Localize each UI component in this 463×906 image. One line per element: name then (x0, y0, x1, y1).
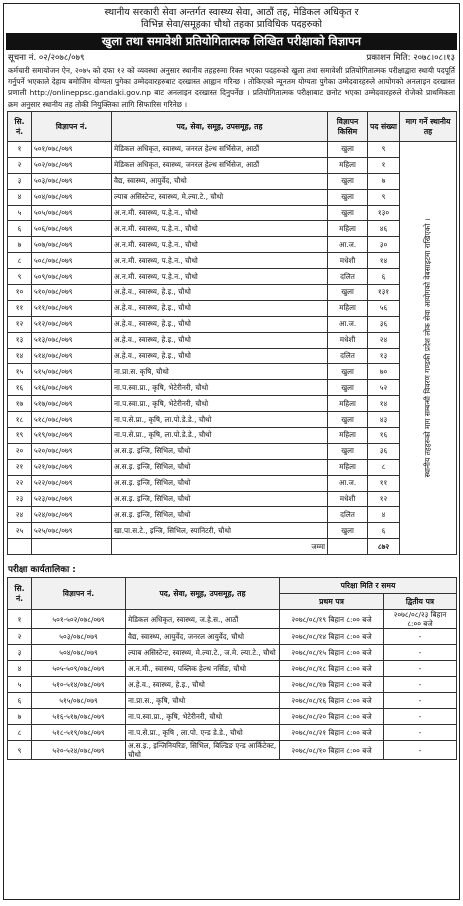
schedule-row (8, 610, 457, 629)
cell-post: ना.प.स्वा.प्रा., कृषि, भेटेरीनरी, चौथो (112, 396, 328, 412)
cell-sn: १ (8, 142, 32, 158)
cell-count: ५६ (368, 300, 400, 316)
cell-sn: १९ (8, 428, 32, 444)
schedule-row (8, 645, 457, 661)
cell-count: ४ (368, 507, 400, 523)
sch-cell-second: - (384, 709, 457, 725)
cell-sn: २२ (8, 475, 32, 491)
cell-type: महिला (328, 459, 368, 475)
cell-sn: ७ (8, 237, 32, 253)
cell-ad-no: ५०९/०७८/०७९ (32, 269, 112, 285)
sch-cell-sn: ६ (8, 693, 32, 709)
schedule-table (7, 577, 457, 760)
sch-cell-post: मेडिकल अधिकृत, स्वास्थ्य, ज.हे.स., आठौं (126, 610, 280, 629)
cell-sn: ८ (8, 253, 32, 269)
cell-ad-no: ५२४/०७८/०७९ (32, 507, 112, 523)
cell-count: ३६ (368, 443, 400, 459)
cell-post: ना.प.स्वा.प्रा., कृषि, भेटेरीनरी, चौथो (112, 380, 328, 396)
cell-ad-no: ५१९/०७८/०७९ (32, 428, 112, 444)
cell-type: खुला (328, 142, 368, 158)
sch-cell-post: ना.प्रा.स., कृषि, चौथो (126, 693, 280, 709)
cell-post: अ.न.मी. स्वास्थ्य, प.हे.न., चौथो (112, 253, 328, 269)
cell-ad-no: ५२०/०७८/०७९ (32, 443, 112, 459)
sch-cell-first: २०७८/०८/१९ बिहान ८:०० बजे (280, 610, 384, 629)
cell-type: महिला (328, 221, 368, 237)
cell-count: १६ (368, 428, 400, 444)
header-line-1: स्थानीय सरकारी सेवा अन्तर्गत स्वास्थ्य सेवा, आठौं तह, मेडिकल अधिकृत र (104, 7, 359, 18)
sch-cell-ad-no: ५०१-५०२/०७८/०७९ (32, 610, 126, 629)
table-row (8, 380, 457, 396)
cell-post: अ.न.मी. स्वास्थ्य, प.हे.न., चौथो (112, 221, 328, 237)
sch-col-sn: सि. नं. (8, 578, 32, 610)
sch-cell-first: २०७८/०८/२१ बिहान ८:०० बजे (280, 725, 384, 741)
cell-count: ६ (368, 269, 400, 285)
sch-col-post: पद, सेवा, समूह, उपसमूह, तह (126, 578, 280, 610)
sch-col-second-paper: द्वितीय पत्र (384, 594, 457, 610)
sch-cell-sn: १ (8, 610, 32, 629)
vertical-note-text: स्थानीय तहहरुको माग सम्बन्धी विवरण गण्डकी प्रदेश लोक सेवा आयोगको वेबसाइटमा राखिएको । (423, 218, 432, 478)
col-type: विज्ञापन किसिम (328, 112, 368, 142)
cell-count: १३ (368, 348, 400, 364)
cell-type: खुला (328, 189, 368, 205)
sch-cell-first: २०७८/०८/१६ बिहान ८:०० बजे (280, 693, 384, 709)
sch-cell-first: २०७८/०८/१४ बिहान ८:०० बजे (280, 629, 384, 645)
cell-count: ४३ (368, 412, 400, 428)
header-line-2: विभिन्न सेवा/समूहका चौथो तहका प्राविधिक पदहरुको (140, 19, 323, 30)
sch-cell-second: - (384, 677, 457, 693)
schedule-row (8, 709, 457, 725)
sch-cell-ad-no: ५१८-५१९/०७८/०७९ (32, 725, 126, 741)
intro-paragraph: कर्मचारी समायोजन ऐन, २०७५ को दफा १२ को व्यवस्था अनुसार स्थानीय तहहरुमा रिक्त भएका पदहरुको खुला तथा समावेशी प्रतियोगितात्मक परीक्षाद्वारा स्थायी पदपूर्ति गर्नुपर्ने भएकाले देहाय बमोजिम योग्यता पुगेका उम्मेदवारहरुबाट दरखास्त आह्वान गरिन्छ । तोकिएको न्यूनतम योग्यता पुगेका उम्मेदवारहरुले आयोगको अनलाइन दरखास्त प्रणाली http://onlineppsc.gandaki.gov.np बाट अनलाइन दरखास्त दिनुपर्नेछ । प्रतियोगितात्मक परीक्षाबाट छनोट भएका उम्मेदवारहरुले रोजेको प्राथमिकता क्रम अनुसार स्थानीय तह तोकी नियुक्तिका लागि सिफारिस गरिनेछ । (8, 66, 455, 109)
cell-count: १३० (368, 205, 400, 221)
cell-post: अ.न.मी. स्वास्थ्य, प.हे.न., चौथो (112, 269, 328, 285)
cell-post: अ.हे.व., स्वास्थ्य, हे.इ., चौथो (112, 300, 328, 316)
cell-type: दलित (328, 269, 368, 285)
cell-type: आ.ज. (328, 475, 368, 491)
sch-cell-ad-no: ५२०-५२४/०७८/०७९ (32, 741, 126, 760)
table-row (8, 173, 457, 189)
cell-post: अ.स.इ. इन्जि, सिभिल, चौथो (112, 475, 328, 491)
sch-cell-post: वैद्य, स्वास्थ्य, आयुर्वेद, जनरल आयुर्वेद, चौथो (126, 629, 280, 645)
table-row (8, 157, 457, 173)
schedule-row (8, 629, 457, 645)
sch-cell-post: ना.प.से.प्रा., कृषि , ला.पो. एन्ड डे.डे., चौथो (126, 725, 280, 741)
table-row (8, 459, 457, 475)
col-post: पद, सेवा, समूह, उपसमूह, तह (112, 112, 328, 142)
sch-cell-first: २०७८/०८/१७ बिहान ८:०० बजे (280, 677, 384, 693)
cell-post: अ.न.मी. स्वास्थ्य, प.हे.न., चौथो (112, 237, 328, 253)
published-date: प्रकाशन मिति: २०७८।०८।१३ (366, 53, 455, 63)
sch-cell-second: २०७८/०८/२३ बिहान ८:०० बजे (384, 610, 457, 629)
local-level-note (400, 142, 457, 555)
table-row (8, 285, 457, 301)
schedule-row (8, 741, 457, 760)
sch-col-ad-no: विज्ञापन नं. (32, 578, 126, 610)
cell-post: अ.हे.व., स्वास्थ्य, हे.इ., चौथो (112, 285, 328, 301)
table-row (8, 189, 457, 205)
sch-cell-post: ना.प.स्वा.प्रा., कृषि, भेटेरीनरी, चौथो (126, 709, 280, 725)
col-local-level: माग गर्ने स्थानीय तह (400, 112, 457, 142)
cell-count: ८ (368, 459, 400, 475)
sch-cell-first: २०७८/०८/१८ बिहान ८:०० बजे (280, 661, 384, 677)
sch-col-date-time: परिक्षा मिति र समय (280, 578, 457, 594)
cell-sn: १८ (8, 412, 32, 428)
table-row (8, 300, 457, 316)
cell-type: मधेशी (328, 491, 368, 507)
sch-cell-second: - (384, 741, 457, 760)
cell-post: मेडिकल अधिकृत, स्वास्थ्य, जनरल हेल्थ सर्भिसेज, आठौं (112, 142, 328, 158)
table-row (8, 142, 457, 158)
table-row (8, 221, 457, 237)
cell-ad-no: ५१७/०७८/०७९ (32, 396, 112, 412)
header (4, 4, 459, 31)
cell-sn: २४ (8, 507, 32, 523)
cell-ad-no: ५०५/०७८/०७९ (32, 205, 112, 221)
schedule-title: परीक्षा कार्यतालिका : (8, 565, 76, 576)
cell-post: अ.स.इ. इन्जि, सिभिल, चौथो (112, 507, 328, 523)
notice-page (3, 3, 460, 900)
schedule-rows (8, 610, 457, 760)
cell-post: मेडिकल अधिकृत, स्वास्थ्य, जनरल हेल्थ सर्भिसेज, आठौं (112, 157, 328, 173)
table-row (8, 316, 457, 332)
cell-post: वैद्य, स्वास्थ्य, आयुर्वेद, चौथो (112, 173, 328, 189)
schedule-row (8, 693, 457, 709)
cell-sn: ६ (8, 221, 32, 237)
cell-type: आ.ज. (328, 237, 368, 253)
total-value: ८७२ (368, 539, 400, 555)
cell-type: खुला (328, 364, 368, 380)
cell-post: अ.न.मी. स्वास्थ्य, प.हे.न., चौथो (112, 205, 328, 221)
cell-sn: ११ (8, 300, 32, 316)
cell-ad-no: ५१५/०७८/०७९ (32, 364, 112, 380)
cell-ad-no: ५०७/०७८/०७९ (32, 237, 112, 253)
cell-post: अ.हे.व., स्वास्थ्य, हे.इ., चौथो (112, 332, 328, 348)
cell-sn: ३ (8, 173, 32, 189)
schedule-row (8, 677, 457, 693)
notice-number: सूचना नं. ०२/२०७८/०७९ (8, 53, 85, 63)
cell-type: खुला (328, 380, 368, 396)
sch-col-first-paper: प्रथम पत्र (280, 594, 384, 610)
table-row (8, 475, 457, 491)
sch-cell-second: - (384, 629, 457, 645)
cell-type: खुला (328, 285, 368, 301)
cell-sn: १७ (8, 396, 32, 412)
cell-post: ना.प.से.प्रा., कृषि, ला.पो.डे.डे., चौथो (112, 428, 328, 444)
total-label: जम्मा (112, 539, 328, 555)
table-row (8, 332, 457, 348)
cell-count: ३० (368, 237, 400, 253)
cell-ad-no: ५१६/०७८/०७९ (32, 380, 112, 396)
cell-count: ६ (368, 523, 400, 539)
table-row (8, 364, 457, 380)
cell-sn: २० (8, 443, 32, 459)
cell-sn: ४ (8, 189, 32, 205)
cell-type: दलित (328, 507, 368, 523)
cell-count: ९ (368, 189, 400, 205)
cell-ad-no: ५२५/०७८/०७९ (32, 523, 112, 539)
notice-banner: खुला तथा समावेशी प्रतियोगितात्मक लिखित परीक्षाको विज्ञापन (6, 33, 457, 50)
cell-sn: १३ (8, 332, 32, 348)
sch-cell-sn: ५ (8, 677, 32, 693)
notice-meta (4, 50, 459, 64)
table-row (8, 507, 457, 523)
cell-sn: २५ (8, 523, 32, 539)
cell-ad-no: ५१८/०७८/०७९ (32, 412, 112, 428)
cell-sn: ९ (8, 269, 32, 285)
sch-cell-ad-no: ५०५-५०९/०७८/०७९ (32, 661, 126, 677)
table-row (8, 491, 457, 507)
cell-sn: १० (8, 285, 32, 301)
cell-post: अ.स.इ. इन्जि, सिभिल, चौथो (112, 459, 328, 475)
cell-count: १२ (368, 491, 400, 507)
table-row (8, 253, 457, 269)
vacancy-table (7, 111, 457, 555)
cell-post: ल्याब असिस्टेन्ट, स्वास्थ्य, मे.ल्या.टे., चौथो (112, 189, 328, 205)
sch-cell-sn: २ (8, 629, 32, 645)
sch-cell-sn: ४ (8, 661, 32, 677)
cell-count: ४६ (368, 221, 400, 237)
sch-cell-second: - (384, 645, 457, 661)
cell-ad-no: ५१२/०७८/०७९ (32, 316, 112, 332)
sch-cell-post: अ.स.इ., इन्जिनियरिङ, सिभिल, बिल्डिङ एन्ड आर्किटेक्ट, चौथो (126, 741, 280, 760)
cell-type: दलित (328, 348, 368, 364)
sch-cell-first: २०७८/०८/१५ बिहान ८:०० बजे (280, 645, 384, 661)
cell-type: खुला (328, 412, 368, 428)
cell-type: खुला (328, 443, 368, 459)
sch-cell-ad-no: ५०४/०७८/०७९ (32, 645, 126, 661)
sch-cell-sn: ९ (8, 741, 32, 760)
cell-sn: १२ (8, 316, 32, 332)
cell-ad-no: ५१०/०७८/०७९ (32, 285, 112, 301)
sch-cell-second: - (384, 725, 457, 741)
cell-count: २४ (368, 332, 400, 348)
sch-cell-ad-no: ५१६-५१७/०७८/०७९ (32, 709, 126, 725)
cell-count: १४ (368, 253, 400, 269)
table-row (8, 396, 457, 412)
sch-cell-sn: ८ (8, 725, 32, 741)
cell-ad-no: ५०४/०७८/०७९ (32, 189, 112, 205)
cell-ad-no: ५२१/०७८/०७९ (32, 459, 112, 475)
total-row (8, 539, 457, 555)
cell-ad-no: ५११/०७८/०७९ (32, 300, 112, 316)
cell-type: खुला (328, 205, 368, 221)
cell-type: महिला (328, 300, 368, 316)
table-row (8, 443, 457, 459)
cell-post: खा.पा.स.टे., इन्जि, सिभिल, स्यानिटरी, चौथो (112, 523, 328, 539)
table-row (8, 428, 457, 444)
sch-cell-post: अ.हे.व., स्वास्थ्य, हे.इ., चौथो (126, 677, 280, 693)
cell-post: ना.प.से.प्रा., कृषि, ला.पो.डे.डे., चौथो (112, 412, 328, 428)
sch-cell-first: २०७८/०८/२० बिहान ८:०० बजे (280, 709, 384, 725)
cell-post: ना.प्रा.स. कृषि, चौथो (112, 364, 328, 380)
sch-cell-post: ल्याब असिस्टेन्ट, स्वास्थ्य, मे.ल्या.टे., ज.मे. ल्या.टे., चौथो (126, 645, 280, 661)
cell-ad-no: ५२३/०७८/०७९ (32, 491, 112, 507)
cell-sn: १४ (8, 348, 32, 364)
cell-count: ७० (368, 364, 400, 380)
cell-ad-no: ५०१/०७८/०७९ (32, 142, 112, 158)
schedule-row (8, 725, 457, 741)
cell-count: ७ (368, 173, 400, 189)
cell-sn: १५ (8, 364, 32, 380)
cell-type: आ.ज. (328, 316, 368, 332)
cell-count: ५२ (368, 380, 400, 396)
cell-count: १४ (368, 396, 400, 412)
cell-ad-no: ५०८/०७८/०७९ (32, 253, 112, 269)
sch-cell-ad-no: ५०३/०७८/०७९ (32, 629, 126, 645)
sch-cell-sn: ७ (8, 709, 32, 725)
cell-type: मधेशी (328, 332, 368, 348)
cell-sn: २ (8, 157, 32, 173)
cell-count: ३६ (368, 316, 400, 332)
cell-type: खुला (328, 173, 368, 189)
col-count: पद संख्या (368, 112, 400, 142)
col-ad-no: विज्ञापन नं. (32, 112, 112, 142)
cell-type: महिला (328, 157, 368, 173)
cell-post: अ.स.इ. इन्जि, सिभिल, चौथो (112, 443, 328, 459)
cell-ad-no: ५०३/०७८/०७९ (32, 173, 112, 189)
cell-post: अ.स.इ. इन्जि, सिभिल, चौथो (112, 491, 328, 507)
cell-sn: ५ (8, 205, 32, 221)
cell-ad-no: ५०२/०७८/०७९ (32, 157, 112, 173)
table-row (8, 269, 457, 285)
sch-cell-ad-no: ५१५/०७८/०७९ (32, 693, 126, 709)
cell-type: महिला (328, 428, 368, 444)
table-row (8, 348, 457, 364)
schedule-row (8, 661, 457, 677)
sch-cell-ad-no: ५१०-५१४/०७८/०७९ (32, 677, 126, 693)
cell-sn: २१ (8, 459, 32, 475)
cell-count: १३१ (368, 285, 400, 301)
table-row (8, 205, 457, 221)
sch-cell-sn: ३ (8, 645, 32, 661)
sch-cell-second: - (384, 661, 457, 677)
cell-type: महिला (328, 396, 368, 412)
cell-post: अ.हे.व., स्वास्थ्य, हे.इ., चौथो (112, 316, 328, 332)
sch-cell-first: २०७८/०८/१० बिहान ८:०० बजे (280, 741, 384, 760)
table-row (8, 523, 457, 539)
sch-cell-second: - (384, 693, 457, 709)
cell-count: १ (368, 157, 400, 173)
cell-count: ११ (368, 475, 400, 491)
cell-ad-no: ५१४/०७८/०७९ (32, 348, 112, 364)
vacancy-rows (8, 142, 457, 555)
cell-ad-no: ५२२/०७८/०७९ (32, 475, 112, 491)
cell-count: ९ (368, 142, 400, 158)
cell-type: खुला (328, 523, 368, 539)
cell-post: अ.हे.व., स्वास्थ्य, हे.इ., चौथो (112, 348, 328, 364)
cell-sn: २३ (8, 491, 32, 507)
cell-type: मधेशी (328, 253, 368, 269)
sch-cell-post: अ.न.मी., स्वास्थ्य, पब्लिक हेल्थ नर्सिङ, चौथो (126, 661, 280, 677)
table-row (8, 237, 457, 253)
table-row (8, 412, 457, 428)
cell-ad-no: ५०६/०७८/०७९ (32, 221, 112, 237)
cell-ad-no: ५१३/०७८/०७९ (32, 332, 112, 348)
col-sn: सि. नं. (8, 112, 32, 142)
cell-sn: १६ (8, 380, 32, 396)
